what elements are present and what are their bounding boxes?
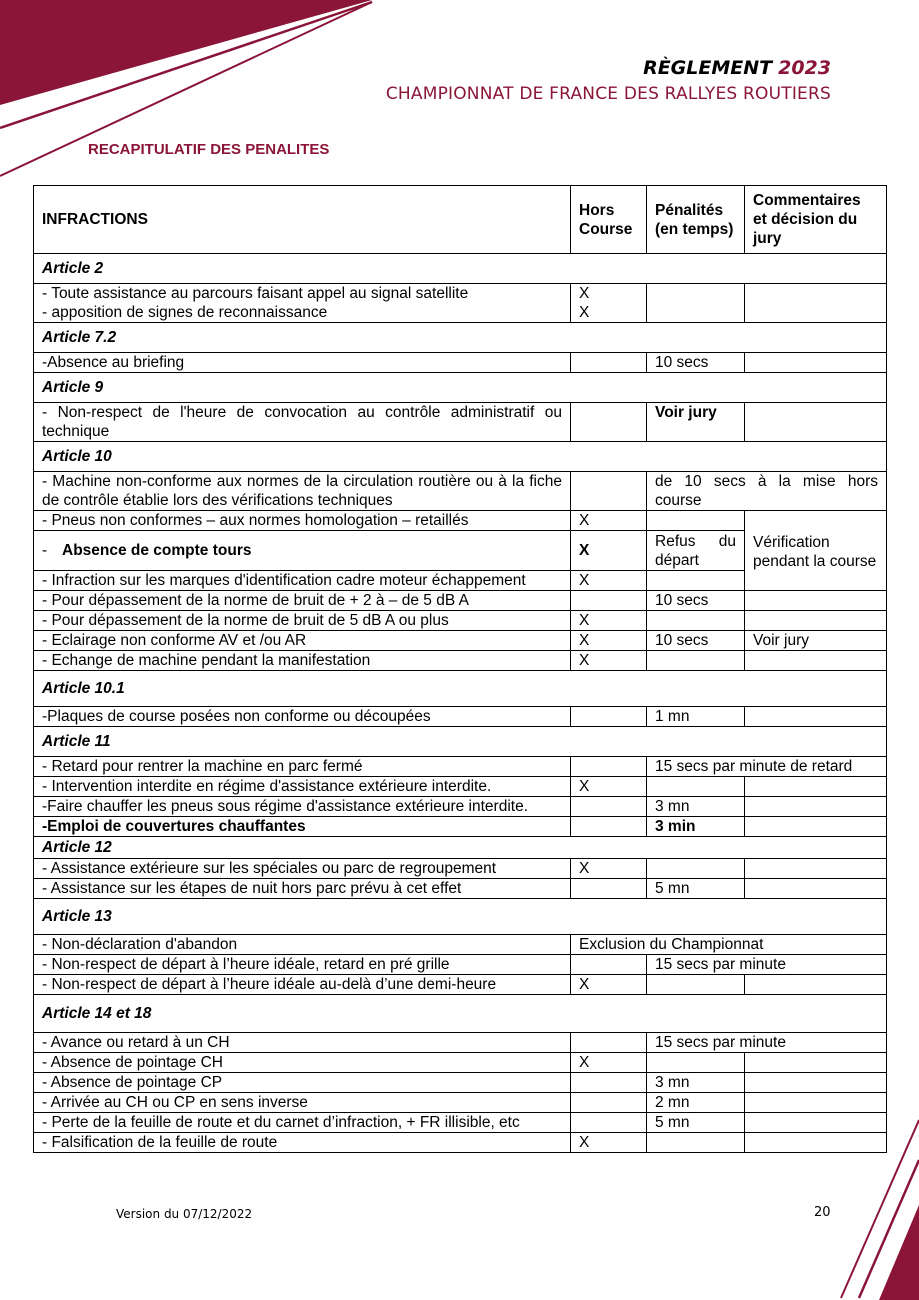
table-row: - Absence de pointage CP 3 mn bbox=[34, 1073, 887, 1093]
col-infractions: INFRACTIONS bbox=[34, 186, 571, 254]
table-row: - Arrivée au CH ou CP en sens inverse 2 mn bbox=[34, 1093, 887, 1113]
col-penalites: Pénalités (en temps) bbox=[647, 186, 745, 254]
table-row: - Toute assistance au parcours faisant appel au signal satellite - apposition de signes de reconnaissance X X bbox=[34, 284, 887, 323]
table-header-row bbox=[34, 186, 887, 254]
table-row: - Absence de pointage CH X bbox=[34, 1053, 887, 1073]
article-row: Article 10 bbox=[34, 442, 887, 472]
article-row: Article 13 bbox=[34, 899, 887, 935]
article-row: Article 10.1 bbox=[34, 671, 887, 707]
document-year: 2023 bbox=[778, 57, 831, 79]
article-row: Article 2 bbox=[34, 254, 887, 284]
table-row: - Assistance extérieure sur les spéciales ou parc de regroupement X bbox=[34, 859, 887, 879]
table-row: - Pneus non conformes – aux normes homologation – retaillés X Vérification pendant la course bbox=[34, 511, 887, 531]
table-row: - Machine non-conforme aux normes de la circulation routière ou à la fiche de contrôle établie lors des vérifications techniques de 10 secs à la mise hors course bbox=[34, 472, 887, 511]
table-row: - Intervention interdite en régime d'assistance extérieure interdite. X bbox=[34, 777, 887, 797]
penalties-table bbox=[33, 185, 887, 1153]
table-row: - Non-respect de départ à l’heure idéale au-delà d’une demi-heure X bbox=[34, 975, 887, 995]
article-row: Article 11 bbox=[34, 727, 887, 757]
table-row: - Pour dépassement de la norme de bruit de 5 dB A ou plus X bbox=[34, 611, 887, 631]
table-row: -Plaques de course posées non conforme ou découpées 1 mn bbox=[34, 707, 887, 727]
table-row: - Perte de la feuille de route et du carnet d’infraction, + FR illisible, etc 5 mn bbox=[34, 1113, 887, 1133]
table-row: - Absence de compte tours X Refus du départ bbox=[34, 531, 887, 571]
document-subtitle: CHAMPIONNAT DE FRANCE DES RALLYES ROUTIERS bbox=[385, 84, 831, 104]
version-footer: Version du 07/12/2022 bbox=[116, 1207, 253, 1221]
article-row: Article 14 et 18 bbox=[34, 995, 887, 1033]
table-row: - Eclairage non conforme AV et /ou AR X 10 secs Voir jury bbox=[34, 631, 887, 651]
table-row: - Echange de machine pendant la manifestation X bbox=[34, 651, 887, 671]
table-row: -Faire chauffer les pneus sous régime d'assistance extérieure interdite. 3 mn bbox=[34, 797, 887, 817]
table-row: - Retard pour rentrer la machine en parc fermé 15 secs par minute de retard bbox=[34, 757, 887, 777]
table-row: -Absence au briefing 10 secs bbox=[34, 353, 887, 373]
table-row: - Falsification de la feuille de route X bbox=[34, 1133, 887, 1153]
col-hors-course: Hors Course bbox=[571, 186, 647, 254]
col-commentaires: Commentaires et décision du jury bbox=[745, 186, 887, 254]
table-row: - Infraction sur les marques d'identification cadre moteur échappement X bbox=[34, 571, 887, 591]
section-title: RECAPITULATIF DES PENALITES bbox=[88, 141, 330, 158]
table-row: - Assistance sur les étapes de nuit hors parc prévu à cet effet 5 mn bbox=[34, 879, 887, 899]
table-row: - Non-respect de l'heure de convocation au contrôle administratif ou technique Voir jury bbox=[34, 403, 887, 442]
page-number: 20 bbox=[814, 1205, 831, 1220]
table-row: -Emploi de couvertures chauffantes 3 min bbox=[34, 817, 887, 837]
table-row: - Pour dépassement de la norme de bruit de + 2 à – de 5 dB A 10 secs bbox=[34, 591, 887, 611]
table-row: - Avance ou retard à un CH 15 secs par minute bbox=[34, 1033, 887, 1053]
table-row: - Non-déclaration d'abandon Exclusion du Championnat bbox=[34, 935, 887, 955]
article-row: Article 9 bbox=[34, 373, 887, 403]
document-title: RÈGLEMENT 2023 bbox=[643, 57, 831, 79]
article-row: Article 7.2 bbox=[34, 323, 887, 353]
article-row: Article 12 bbox=[34, 837, 887, 859]
table-row: - Non-respect de départ à l’heure idéale, retard en pré grille 15 secs par minute bbox=[34, 955, 887, 975]
